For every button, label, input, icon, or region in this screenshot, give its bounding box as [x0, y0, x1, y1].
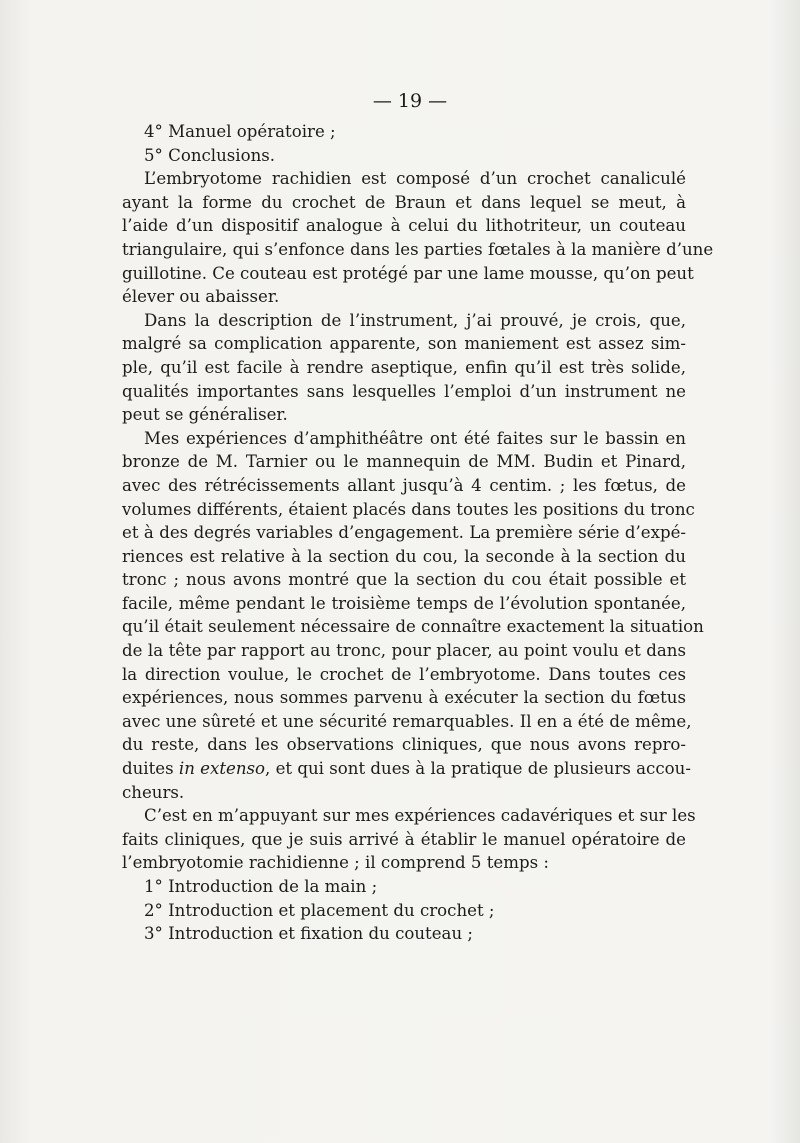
- paragraph-line: avec une sûreté et une sécurité remarquables. Il en a été de même,: [122, 711, 692, 731]
- paragraph-line: Dans la description de l’instrument, j’ai prouvé, je crois, que,: [144, 310, 686, 330]
- paragraph-line: et à des degrés variables d’engagement. La première série d’expé-: [122, 523, 686, 543]
- italic-phrase: in extenso: [178, 759, 266, 779]
- paragraph-line: volumes différents, étaient placés dans toutes les positions du tronc: [122, 499, 695, 519]
- paragraph-line: [122, 757, 691, 781]
- paragraph-line: peut se généraliser.: [122, 405, 288, 425]
- paragraph-line: l’aide d’un dispositif analogue à celui du lithotriteur, un couteau: [122, 216, 686, 236]
- list-item-conclusions: 5° Conclusions.: [144, 145, 276, 165]
- paragraph-line: qu’il était seulement nécessaire de connaître exactement la situation: [122, 617, 704, 637]
- list-item-step-2: 2° Introduction et placement du crochet ;: [144, 900, 495, 920]
- page-body: [122, 86, 714, 946]
- paragraph-line: Mes expériences d’amphithéâtre ont été faites sur le bassin en: [144, 428, 686, 448]
- paragraph-line: cheurs.: [122, 782, 185, 802]
- paragraph-line: faits cliniques, que je suis arrivé à établir le manuel opératoire de: [122, 829, 686, 849]
- paragraph-line: triangulaire, qui s’enfonce dans les parties fœtales à la manière d’une: [122, 239, 714, 259]
- paragraph-line: ayant la forme du crochet de Braun et dans lequel se meut, à: [122, 192, 686, 212]
- paragraph-line: élever ou abaisser.: [122, 287, 280, 307]
- list-item-manual-operatoire: 4° Manuel opératoire ;: [144, 122, 336, 141]
- text-fragment: duites: [122, 759, 174, 779]
- paragraph-line: tronc ; nous avons montré que la section du cou était possible et: [122, 570, 686, 590]
- paragraph-line: bronze de M. Tarnier ou le mannequin de MM. Budin et Pinard,: [122, 452, 686, 472]
- paragraph-line: C’est en m’appuyant sur mes expériences cadavériques et sur les: [144, 806, 696, 826]
- paragraph-line: du reste, dans les observations cliniques, que nous avons repro-: [122, 735, 686, 755]
- paragraph-line: qualités importantes sans lesquelles l’emploi d’un instrument ne: [122, 381, 686, 401]
- paragraph-line: L’embryotome rachidien est composé d’un crochet canaliculé: [144, 169, 686, 189]
- paragraph-line: la direction voulue, le crochet de l’embryotome. Dans toutes ces: [122, 664, 686, 684]
- text-fragment: , et qui sont dues à la pratique de plusieurs accou-: [265, 759, 691, 779]
- paragraph-line: l’embryotomie rachidienne ; il comprend 5 temps :: [122, 853, 549, 873]
- paragraph-line: ple, qu’il est facile à rendre aseptique, enfin qu’il est très solide,: [122, 357, 686, 377]
- paragraph-line: de la tête par rapport au tronc, pour placer, au point voulu et dans: [122, 641, 686, 661]
- list-item-step-3: 3° Introduction et fixation du couteau ;: [144, 924, 473, 944]
- paragraph-line: riences est relative à la section du cou, la seconde à la section du: [122, 546, 686, 566]
- paragraph-line: malgré sa complication apparente, son maniement est assez sim-: [122, 334, 686, 354]
- paragraph-line: facile, même pendant le troisième temps de l’évolution spontanée,: [122, 593, 686, 613]
- list-item-step-1: 1° Introduction de la main ;: [144, 877, 378, 896]
- page-number: — 19 —: [372, 90, 448, 112]
- paragraph-line: guillotine. Ce couteau est protégé par une lame mousse, qu’on peut: [122, 263, 694, 283]
- paragraph-line: expériences, nous sommes parvenu à exécuter la section du fœtus: [122, 688, 686, 708]
- paragraph-line: avec des rétrécissements allant jusqu’à 4 centim. ; les fœtus, de: [122, 475, 686, 495]
